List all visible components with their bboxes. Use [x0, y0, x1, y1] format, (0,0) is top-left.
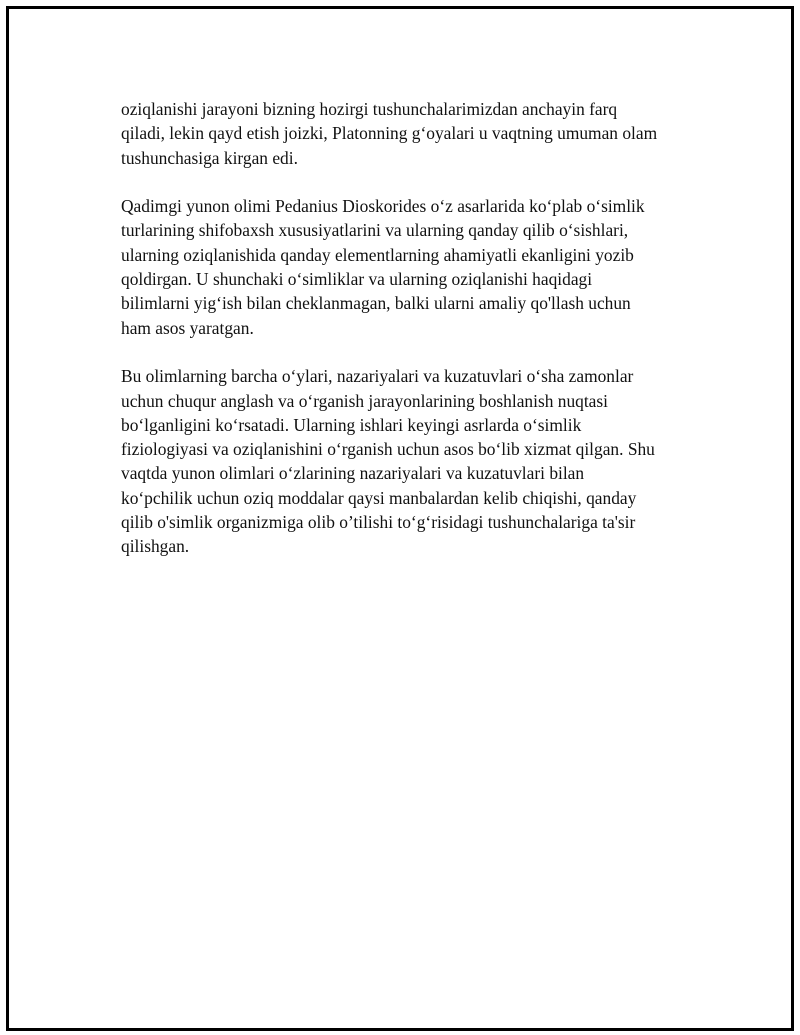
paragraph-2: [121, 194, 701, 340]
text-line: fiziologiyasi va oziqlanishini o‘rganish uchun asos bo‘lib xizmat qilgan. Shu: [121, 439, 655, 460]
text-line: qiladi, lekin qayd etish joizki, Platonning g‘oyalari u vaqtning umuman olam: [121, 123, 658, 144]
text-line: qilib o'simlik organizmiga olib o’tilishi to‘g‘risidagi tushunchalariga ta'sir: [121, 512, 636, 533]
text-line: ham asos yaratgan.: [121, 317, 254, 338]
text-line: qoldirgan. U shunchaki o‘simliklar va ularning oziqlanishi haqidagi: [121, 269, 593, 290]
text-line: Qadimgi yunon olimi Pedanius Dioskorides o‘z asarlarida ko‘plab o‘simlik: [121, 196, 645, 217]
text-line: uchun chuqur anglash va o‘rganish jarayonlarining boshlanish nuqtasi: [121, 390, 608, 411]
page-content: [121, 97, 701, 583]
text-line: qilishgan.: [121, 536, 190, 557]
text-line: ko‘pchilik uchun oziq moddalar qaysi manbalardan kelib chiqishi, qanday: [121, 487, 637, 508]
text-line: oziqlanishi jarayoni bizning hozirgi tushunchalarimizdan anchayin farq: [121, 99, 618, 119]
text-line: bilimlarni yig‘ish bilan cheklanmagan, balki ularni amaliy qo'llash uchun: [121, 293, 631, 314]
text-line: ularning oziqlanishida qanday elementlarning ahamiyatli ekanligini yozib: [121, 244, 634, 265]
paragraph-3: [121, 364, 701, 558]
text-line: vaqtda yunon olimlari o‘zlarining nazariyalari va kuzatuvlari bilan: [121, 463, 585, 484]
paragraph-1: [121, 97, 701, 170]
text-line: Bu olimlarning barcha o‘ylari, nazariyalari va kuzatuvlari o‘sha zamonlar: [121, 366, 634, 387]
text-line: tushunchasiga kirgan edi.: [121, 147, 298, 168]
page-frame: [6, 6, 794, 1031]
text-line: turlarining shifobaxsh xususiyatlarini va ularning qanday qilib o‘sishlari,: [121, 220, 629, 241]
text-line: bo‘lganligini ko‘rsatadi. Ularning ishlari keyingi asrlarda o‘simlik: [121, 414, 582, 435]
